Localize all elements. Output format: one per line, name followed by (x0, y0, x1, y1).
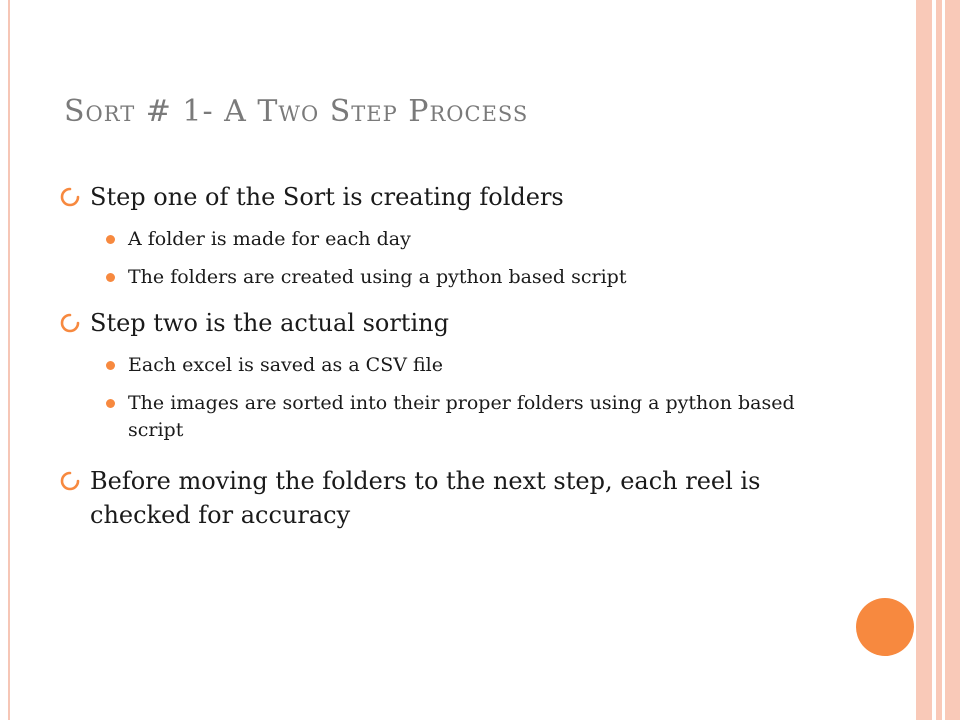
sub-bullet-item (128, 352, 828, 379)
dot-bullet-icon (106, 399, 115, 408)
sub-bullet-item (128, 390, 818, 444)
open-ring-bullet-icon (60, 313, 80, 333)
bullet-item (90, 180, 810, 214)
dot-bullet-icon (106, 361, 115, 370)
dot-bullet-icon (106, 273, 115, 282)
sub-bullet-text: The images are sorted into their proper folders using a python based script (128, 392, 795, 441)
slide-title: Sort # 1- A Two Step Process (64, 94, 529, 129)
bullet-text: Step one of the Sort is creating folders (90, 183, 564, 211)
sub-bullet-text: The folders are created using a python based script (128, 266, 627, 288)
sub-bullet-item (128, 226, 828, 253)
open-ring-bullet-icon (60, 471, 80, 491)
bullet-item (90, 306, 810, 340)
sub-bullet-item (128, 264, 828, 291)
bullet-item (90, 464, 810, 532)
bullet-text: Before moving the folders to the next step, each reel is checked for accuracy (90, 467, 761, 529)
dot-bullet-icon (106, 235, 115, 244)
decorative-stripe (916, 0, 932, 720)
open-ring-bullet-icon (60, 187, 80, 207)
sub-bullet-text: A folder is made for each day (128, 228, 411, 250)
sub-bullet-text: Each excel is saved as a CSV file (128, 354, 443, 376)
decorative-stripe (945, 0, 960, 720)
bullet-text: Step two is the actual sorting (90, 309, 449, 337)
